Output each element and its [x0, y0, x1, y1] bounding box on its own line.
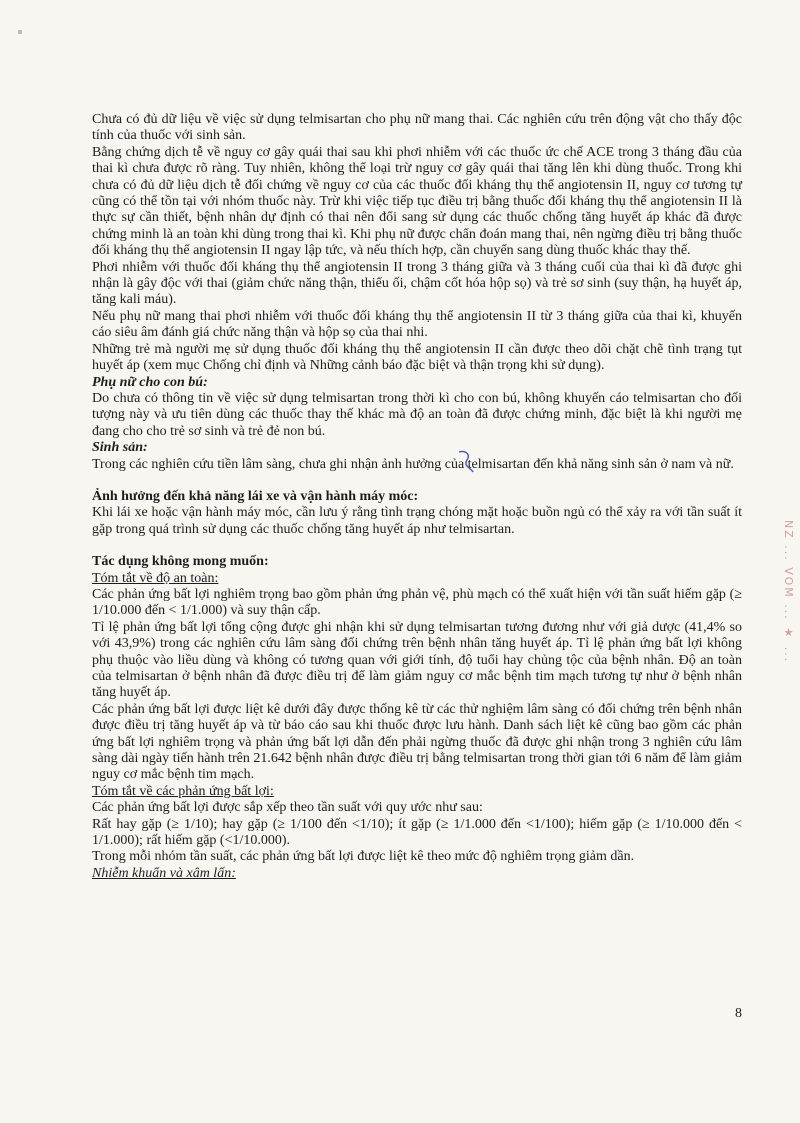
paragraph-pregnancy-data: Chưa có đủ dữ liệu về việc sử dụng telmisartan cho phụ nữ mang thai. Các nghiên cứu trên động vật cho thấy độc tính của thuốc với sinh sản. — [92, 112, 742, 144]
safety-summary-heading: Tóm tắt về độ an toàn: — [92, 570, 219, 586]
page-number: 8 — [735, 1006, 742, 1021]
adverse-list-paragraph: Rất hay gặp (≥ 1/10); hay gặp (≥ 1/100 đến <1/10); ít gặp (≥ 1/1.000 đến <1/100); hiếm gặp (≥ 1/10.000 đến < 1/1.000); rất hiếm gặp (<1/10.000). — [92, 816, 742, 849]
breastfeeding-heading: Phụ nữ cho con bú: — [92, 374, 208, 390]
breastfeeding-text: Do chưa có thông tin về việc sử dụng telmisartan trong thời kì cho con bú, không khuyến cáo telmisartan cho đối tượng này và ưu tiên dùng các thuốc thay thế khác mà độ an toàn đã được chứng minh, đặc biệt là khi người mẹ đang cho cho trẻ sơ sinh và trẻ đẻ non bú. — [92, 390, 742, 439]
driving-text: Khi lái xe hoặc vận hành máy móc, cần lưu ý rằng tình trạng chóng mặt hoặc buồn ngủ có thể xảy ra với tần suất ít gặp trong quá trình sử dụng các thuốc chống tăng huyết áp như telmisartan. — [92, 505, 742, 537]
spacer — [92, 538, 742, 554]
paragraph-ultrasound: Nếu phụ nữ mang thai phơi nhiễm với thuốc đối kháng thụ thể angiotensin II từ 3 tháng giữa của thai kì, khuyến cáo siêu âm đánh giá chức năng thận và hộp sọ của thai nhi. — [92, 308, 742, 341]
adverse-list-paragraph: Trong mỗi nhóm tần suất, các phản ứng bất lợi được liệt kê theo mức độ nghiêm trọng giảm dần. — [92, 849, 635, 865]
fertility-text: Trong các nghiên cứu tiền lâm sàng, chưa ghi nhận ảnh hưởng của telmisartan đến khả năng sinh sản ở nam và nữ. — [92, 456, 734, 472]
safety-paragraph: Tỉ lệ phản ứng bất lợi tổng cộng được ghi nhận khi sử dụng telmisartan tương đương như với giả dược (41,4% so với 43,9%) trong các nghiên cứu lâm sàng đối chứng trên bệnh nhân tăng huyết áp. Tỉ lệ phản ứng bất lợi không phụ thuộc vào liều dùng và không có tương quan với giới tính, độ tuổi hay chủng tộc của bệnh nhân. Độ an toàn của telmisartan ở bệnh nhân đã được điều trị để làm giảm nguy cơ mắc bệnh tim mạch tương tự như ở bệnh nhân tăng huyết áp. — [92, 619, 742, 701]
adverse-list-heading: Tóm tắt về các phản ứng bất lợi: — [92, 783, 274, 799]
scan-dot — [18, 30, 22, 34]
paragraph-exposure: Phơi nhiễm với thuốc đối kháng thụ thể angiotensin II trong 3 tháng giữa và 3 tháng cuối của thai kì đã được ghi nhận là gây độc với thai (giảm chức năng thận, thiểu ối, chậm cốt hóa hộp sọ) và trẻ sơ sinh (suy thận, hạ huyết áp, tăng kali máu). — [92, 259, 742, 308]
paragraph-epidemiology: Bằng chứng dịch tễ về nguy cơ gây quái thai sau khi phơi nhiễm với các thuốc ức chế ACE trong 3 tháng đầu của thai kì chưa được rõ ràng. Tuy nhiên, không thể loại trừ nguy cơ gây quái thai tăng lên khi dùng thuốc. Trong khi chưa có đủ dữ liệu dịch tễ đối chứng về nguy cơ của các thuốc đối kháng thụ thể angiotensin II, nguy cơ tương tự cũng có thể tồn tại với nhóm thuốc này. Trừ khi việc tiếp tục điều trị bằng thuốc đối kháng thụ thể angiotensin II là thực sự cần thiết, bệnh nhân dự định có thai nên đổi sang sử dụng các thuốc chống tăng huyết áp khác đã được chứng minh là an toàn khi dùng trong thai kì. Khi phụ nữ được chẩn đoán mang thai, nên ngừng điều trị bằng thuốc đối kháng thụ thể angiotensin II ngay lập tức, và nếu thích hợp, cần chuyển sang dùng thuốc khác thay thế. — [92, 144, 742, 259]
fertility-heading: Sinh sản: — [92, 440, 148, 456]
infection-heading: Nhiễm khuẩn và xâm lấn: — [92, 865, 236, 881]
side-stamp: NZ ... VOM ... ★ ... — [782, 520, 795, 664]
paragraph-infants: Những trẻ mà người mẹ sử dụng thuốc đối kháng thụ thể angiotensin II cần được theo dõi chặt chẽ tình trạng tụt huyết áp (xem mục Chống chỉ định và Những cảnh báo đặc biệt và thận trọng khi sử dụng). — [92, 341, 742, 374]
adverse-list-paragraph: Các phản ứng bất lợi được sắp xếp theo tần suất với quy ước như sau: — [92, 800, 483, 816]
adverse-effects-heading: Tác dụng không mong muốn: — [92, 554, 269, 570]
driving-heading: Ảnh hưởng đến khả năng lái xe và vận hành máy móc: — [92, 488, 419, 504]
spacer — [92, 473, 742, 489]
safety-paragraph: Các phản ứng bất lợi được liệt kê dưới đây được thống kê từ các thử nghiệm lâm sàng có đối chứng trên bệnh nhân được điều trị tăng huyết áp và từ báo cáo sau khi thuốc được lưu hành. Danh sách liệt kê cũng bao gồm các phản ứng bất lợi nghiêm trọng và phản ứng bất lợi dẫn đến phải ngừng thuốc đã được ghi nhận trong 3 nghiên cứu lâm sàng dài ngày tiến hành trên 21.642 bệnh nhân được điều trị bằng telmisartan trong thời gian tới 6 năm để làm giảm nguy cơ mắc bệnh tim mạch. — [92, 701, 742, 783]
handwritten-mark — [455, 448, 477, 476]
safety-paragraph: Các phản ứng bất lợi nghiêm trọng bao gồm phản ứng phản vệ, phù mạch có thể xuất hiện với tần suất hiếm gặp (≥ 1/10.000 đến < 1/1.000) và suy thận cấp. — [92, 586, 742, 619]
document-body — [92, 112, 742, 882]
